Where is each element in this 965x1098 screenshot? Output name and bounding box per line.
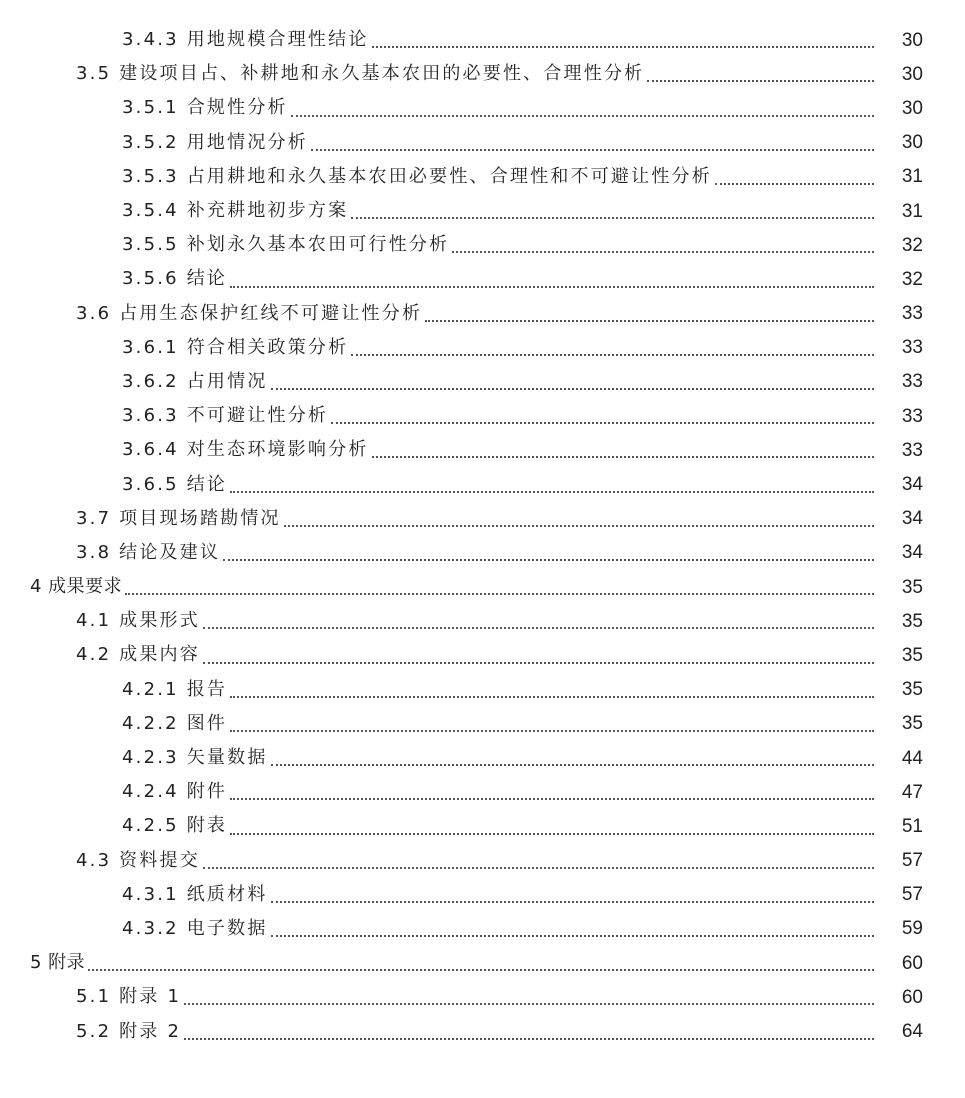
toc-page-number: 51	[901, 815, 923, 837]
toc-page-number: 33	[901, 405, 923, 427]
dot-leader	[372, 456, 874, 458]
dot-leader	[425, 320, 874, 322]
toc-entry-title: 4.2.5 附表	[122, 815, 228, 837]
toc-entry-title: 4.2.2 图件	[122, 712, 228, 734]
toc-entry-title: 3.6.3 不可避让性分析	[122, 405, 329, 427]
toc-entry[interactable]	[0, 946, 965, 980]
toc-entry-title: 3.6.2 占用情况	[122, 370, 268, 392]
toc-entry-title: 3.5.2 用地情况分析	[122, 131, 308, 153]
toc-entry-title: 5 附录	[30, 952, 86, 974]
toc-entry[interactable]	[0, 1014, 965, 1048]
toc-entry[interactable]	[0, 228, 965, 262]
toc-entry[interactable]	[0, 297, 965, 331]
toc-entry[interactable]	[0, 262, 965, 296]
toc-entry-title: 3.6.5 结论	[122, 473, 228, 495]
toc-page-number: 30	[901, 132, 923, 154]
toc-entry[interactable]	[0, 433, 965, 467]
toc-entry[interactable]	[0, 775, 965, 809]
toc-entry[interactable]	[0, 502, 965, 536]
dot-leader	[184, 1038, 874, 1040]
dot-leader	[230, 696, 874, 698]
dot-leader	[271, 388, 874, 390]
dot-leader	[230, 286, 874, 288]
toc-entry-title: 3.8 结论及建议	[76, 541, 221, 563]
dot-leader	[452, 251, 874, 253]
toc-page-number: 30	[901, 97, 923, 119]
toc-page-number: 57	[901, 884, 923, 906]
toc-entry-title: 3.5 建设项目占、补耕地和永久基本农田的必要性、合理性分析	[76, 63, 645, 85]
dot-leader	[203, 627, 874, 629]
dot-leader	[331, 422, 874, 424]
toc-entry-title: 3.4.3 用地规模合理性结论	[122, 29, 369, 51]
toc-entry-title: 4.2 成果内容	[76, 644, 200, 666]
toc-entry-title: 3.6.4 对生态环境影响分析	[122, 439, 369, 461]
dot-leader	[647, 80, 874, 82]
toc-page-number: 34	[901, 474, 923, 496]
toc-entry[interactable]	[0, 741, 965, 775]
dot-leader	[203, 662, 874, 664]
toc-page-number: 32	[901, 268, 923, 290]
toc-page-number: 35	[901, 610, 923, 632]
dot-leader	[125, 593, 874, 595]
toc-entry-title: 3.5.3 占用耕地和永久基本农田必要性、合理性和不可避让性分析	[122, 165, 712, 187]
toc-entry[interactable]	[0, 23, 965, 57]
dot-leader	[351, 217, 874, 219]
toc-page-number: 47	[901, 781, 923, 803]
dot-leader	[715, 183, 874, 185]
toc-entry[interactable]	[0, 536, 965, 570]
toc-entry[interactable]	[0, 570, 965, 604]
toc-page-number: 33	[901, 337, 923, 359]
dot-leader	[291, 115, 874, 117]
toc-entry-title: 3.5.4 补充耕地初步方案	[122, 200, 349, 222]
dot-leader	[230, 491, 874, 493]
toc-entry[interactable]	[0, 399, 965, 433]
toc-page-number: 32	[901, 234, 923, 256]
toc-entry-title: 4.2.1 报告	[122, 678, 228, 700]
toc-entry-title: 4.2.3 矢量数据	[122, 747, 268, 769]
toc-page-number: 60	[901, 952, 923, 974]
toc-page-number: 35	[901, 644, 923, 666]
toc-page-number: 35	[901, 679, 923, 701]
toc-entry[interactable]	[0, 707, 965, 741]
toc-entry[interactable]	[0, 467, 965, 501]
toc-entry[interactable]	[0, 878, 965, 912]
toc-entry[interactable]	[0, 673, 965, 707]
dot-leader	[230, 833, 874, 835]
dot-leader	[203, 867, 874, 869]
toc-page-number: 60	[901, 986, 923, 1008]
toc-entry[interactable]	[0, 980, 965, 1014]
toc-page-number: 64	[901, 1021, 923, 1043]
dot-leader	[223, 559, 874, 561]
dot-leader	[372, 46, 874, 48]
dot-leader	[271, 935, 874, 937]
toc-page-number: 30	[901, 63, 923, 85]
toc-page-number: 44	[901, 747, 923, 769]
toc-entry[interactable]	[0, 160, 965, 194]
toc-entry-title: 3.6.1 符合相关政策分析	[122, 336, 349, 358]
toc-entry[interactable]	[0, 57, 965, 91]
toc-page-number: 57	[901, 850, 923, 872]
toc-entry-title: 5.2 附录 2	[76, 1020, 182, 1042]
dot-leader	[230, 798, 874, 800]
toc-entry[interactable]	[0, 126, 965, 160]
toc-entry-title: 4.3.1 纸质材料	[122, 883, 268, 905]
toc-entry-title: 4.3 资料提交	[76, 849, 200, 871]
toc-entry[interactable]	[0, 844, 965, 878]
toc-page-number: 33	[901, 371, 923, 393]
toc-page-number: 59	[901, 918, 923, 940]
toc-entry-title: 5.1 附录 1	[76, 986, 182, 1008]
toc-page-number: 35	[901, 576, 923, 598]
toc-entry[interactable]	[0, 91, 965, 125]
toc-entry[interactable]	[0, 194, 965, 228]
toc-page-number: 34	[901, 542, 923, 564]
toc-page-number: 35	[901, 713, 923, 735]
dot-leader	[230, 730, 874, 732]
dot-leader	[284, 525, 874, 527]
dot-leader	[271, 901, 874, 903]
toc-entry-title: 3.7 项目现场踏勘情况	[76, 507, 281, 529]
toc-entry-title: 4.1 成果形式	[76, 610, 200, 632]
toc-page-number: 34	[901, 508, 923, 530]
toc-entry[interactable]	[0, 331, 965, 365]
toc-entry[interactable]	[0, 638, 965, 672]
toc-entry[interactable]	[0, 604, 965, 638]
dot-leader	[184, 1003, 874, 1005]
toc-entry[interactable]	[0, 912, 965, 946]
toc-page-number: 31	[901, 200, 923, 222]
toc-entry[interactable]	[0, 365, 965, 399]
toc-page-number: 33	[901, 439, 923, 461]
toc-entry-title: 4.3.2 电子数据	[122, 917, 268, 939]
toc-entry-title: 3.5.5 补划永久基本农田可行性分析	[122, 234, 450, 256]
toc-entry-title: 3.5.1 合规性分析	[122, 97, 288, 119]
table-of-contents	[0, 23, 965, 1049]
dot-leader	[271, 764, 874, 766]
toc-page-number: 30	[901, 29, 923, 51]
toc-page-number: 31	[901, 166, 923, 188]
toc-entry-title: 4.2.4 附件	[122, 781, 228, 803]
dot-leader	[88, 969, 874, 971]
toc-entry[interactable]	[0, 809, 965, 843]
toc-page-number: 33	[901, 303, 923, 325]
toc-entry-title: 3.5.6 结论	[122, 268, 228, 290]
toc-entry-title: 4 成果要求	[30, 576, 123, 598]
dot-leader	[351, 354, 874, 356]
dot-leader	[311, 149, 874, 151]
toc-entry-title: 3.6 占用生态保护红线不可避让性分析	[76, 302, 423, 324]
